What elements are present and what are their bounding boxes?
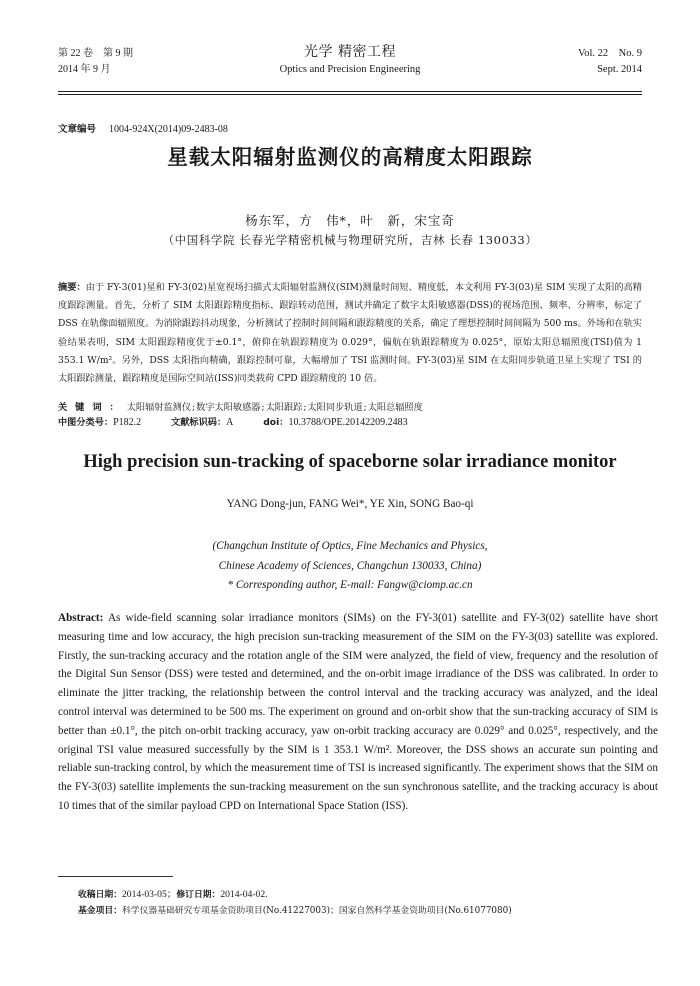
- date-en: Sept. 2014: [597, 64, 642, 75]
- article-number-value: 1004-924X(2014)09-2483-08: [109, 124, 228, 135]
- authors-cn: 杨东军，方 伟*，叶 新，宋宝奇: [245, 213, 455, 228]
- abstract-en: [58, 609, 658, 816]
- keyword-separator: ;: [363, 402, 367, 413]
- funding-value: 科学仪器基础研究专项基金资助项目(No.41227003)；国家自然科学基金资助项目(No.61077080): [122, 906, 512, 916]
- doc-code-label: 文献标识码：: [171, 417, 227, 428]
- title-cn: 星载太阳辐射监测仪的高精度太阳跟踪: [167, 145, 533, 169]
- received-label: 收稿日期：: [78, 890, 122, 900]
- article-number-label: 文章编号: [58, 124, 97, 135]
- keyword: 太阳总辐照度: [367, 402, 423, 413]
- abstract-en-label: Abstract:: [58, 612, 104, 624]
- volume-issue-cn: 第 22 卷 第 9 期: [58, 48, 133, 59]
- running-header: [58, 46, 642, 86]
- doi-label: doi：: [263, 417, 289, 428]
- affiliation-cn: （中国科学院 长春光学精密机械与物理研究所，吉林 长春 130033）: [162, 233, 538, 247]
- journal-title-cn: 光学 精密工程: [304, 44, 396, 60]
- clc-value: P182.2: [113, 417, 142, 428]
- header-center: [58, 42, 642, 78]
- corresponding-author: * Corresponding author, E-mail: Fangw@ciomp.ac.cn: [227, 579, 473, 591]
- revised-label: 修订日期：: [176, 890, 221, 900]
- abstract-en-text: As wide-field scanning solar irradiance monitors (SIMs) on the FY-3(01) satellite and FY-3(02) satellite have short measuring time and low accuracy, the high precision sun-tracking measurement of the SIM on the FY-3(03) satellite was explored. Firstly, the sun-tracking accuracy and the rotation angle of the SIM were analyzed, the field of view, frequency and the resolution of the Digital Sun Sensor (DSS) were tested and determined, and the on-orbit image irradiance of the DSS was calibrated. In order to eliminate the jitter tracking, the relationship between the control interval and the tracking accuracy was analyzed, and the ideal control interval was determined to be 500 ms. The experiment on ground and on-orbit show that the sun-tracking accuracy of SIM is better than ±0.1°, the pitch on-orbit tracking accuracy, yaw on-orbit tracking accuracy are 0.029° and 0.025°, respectively, and the original TSI value measured successfully by the SIM is 1 353.1 W/m². Moreover, the DSS shows an accurate sun pointing and reliable sun-tracking control, by which the measurement time of TSI is increased significantly. The experiment shows that the SIM on the FY-3(03) satellite implements the sun-tracking measurement on the sun synchronous satellite, and the tracking accuracy is about 10 times that of the similar payload CPD on International Space Station (ISS).: [58, 612, 658, 812]
- keywords-cn: [58, 400, 642, 416]
- received-date: 2014-03-05；: [122, 889, 177, 900]
- classification-line: [58, 415, 642, 431]
- affiliation-en: [0, 537, 700, 596]
- footnote-dates: [78, 888, 658, 902]
- keyword: 太阳同步轨道: [307, 402, 363, 413]
- keyword-separator: ;: [303, 402, 307, 413]
- keyword: 太阳辐射监测仪: [126, 402, 192, 413]
- keyword: 数字太阳敏感器: [196, 402, 261, 413]
- footnote-funding: [78, 904, 658, 918]
- authors-en: YANG Dong-jun, FANG Wei*, YE Xin, SONG Bao-qi: [226, 498, 474, 510]
- clc-label: 中图分类号：: [58, 417, 114, 428]
- keywords-cn-label: 关键词：: [58, 402, 127, 413]
- affiliation-en-line: Chinese Academy of Sciences, Changchun 130033, China): [218, 559, 482, 572]
- journal-title-en: Optics and Precision Engineering: [279, 64, 421, 75]
- doi-value[interactable]: 10.3788/OPE.20142209.2483: [288, 417, 408, 428]
- funding-label: 基金项目：: [78, 906, 122, 916]
- keyword-separator: ;: [261, 402, 265, 413]
- title-en: High precision sun-tracking of spaceborne solar irradiance monitor: [83, 452, 617, 472]
- revised-date: 2014-04-02.: [220, 889, 268, 900]
- keyword-separator: ;: [192, 402, 196, 413]
- header-right: [578, 46, 642, 78]
- abstract-cn-text: 由于 FY-3(01)星和 FY-3(02)星宽视场扫描式太阳辐射监测仪(SIM)测量时间短、精度低，本文利用 FY-3(03)星 SIM 实现了太阳的高精度跟踪测量。首先，分析了 SIM 太阳跟踪精度指标、跟踪转动范围，测试并确定了数字太阳敏感器(DSS)的视场范围、频率、分辨率，标定了 DSS 在轨像面辐照度。为消除跟踪抖动现象，分析测试了控制时间间隔和跟踪精度的关系，确定了理想控制时间间隔为 500 ms。外场和在轨实验结果表明，SIM 太阳跟踪精度优于±0.1°，俯仰在轨跟踪精度为 0.029°，偏航在轨跟踪精度为 0.025°，原始太阳总辐照度(TSI)值为 1 353.1 W/m²。另外，DSS 太阳指向精确，跟踪控制可靠，大幅增加了 TSI 监测时间。FY-3(03)星 SIM 在太阳同步轨道卫星上实现了 TSI 的太阳跟踪测量，跟踪精度是国际空间站(ISS)同类载荷 CPD 跟踪精度的 10 倍。: [58, 282, 642, 385]
- article-number: [58, 121, 228, 135]
- volume-issue-en: Vol. 22 No. 9: [578, 48, 642, 59]
- abstract-cn-label: 摘要：: [58, 282, 86, 293]
- header-double-rule: [58, 91, 642, 95]
- keyword: 太阳跟踪: [265, 402, 303, 413]
- abstract-cn: [58, 279, 642, 388]
- affiliation-en-line: (Changchun Institute of Optics, Fine Mechanics and Physics,: [212, 540, 488, 552]
- doc-code-value: A: [226, 417, 234, 428]
- date-cn: 2014 年 9 月: [58, 64, 111, 75]
- footnote-rule: [58, 876, 173, 877]
